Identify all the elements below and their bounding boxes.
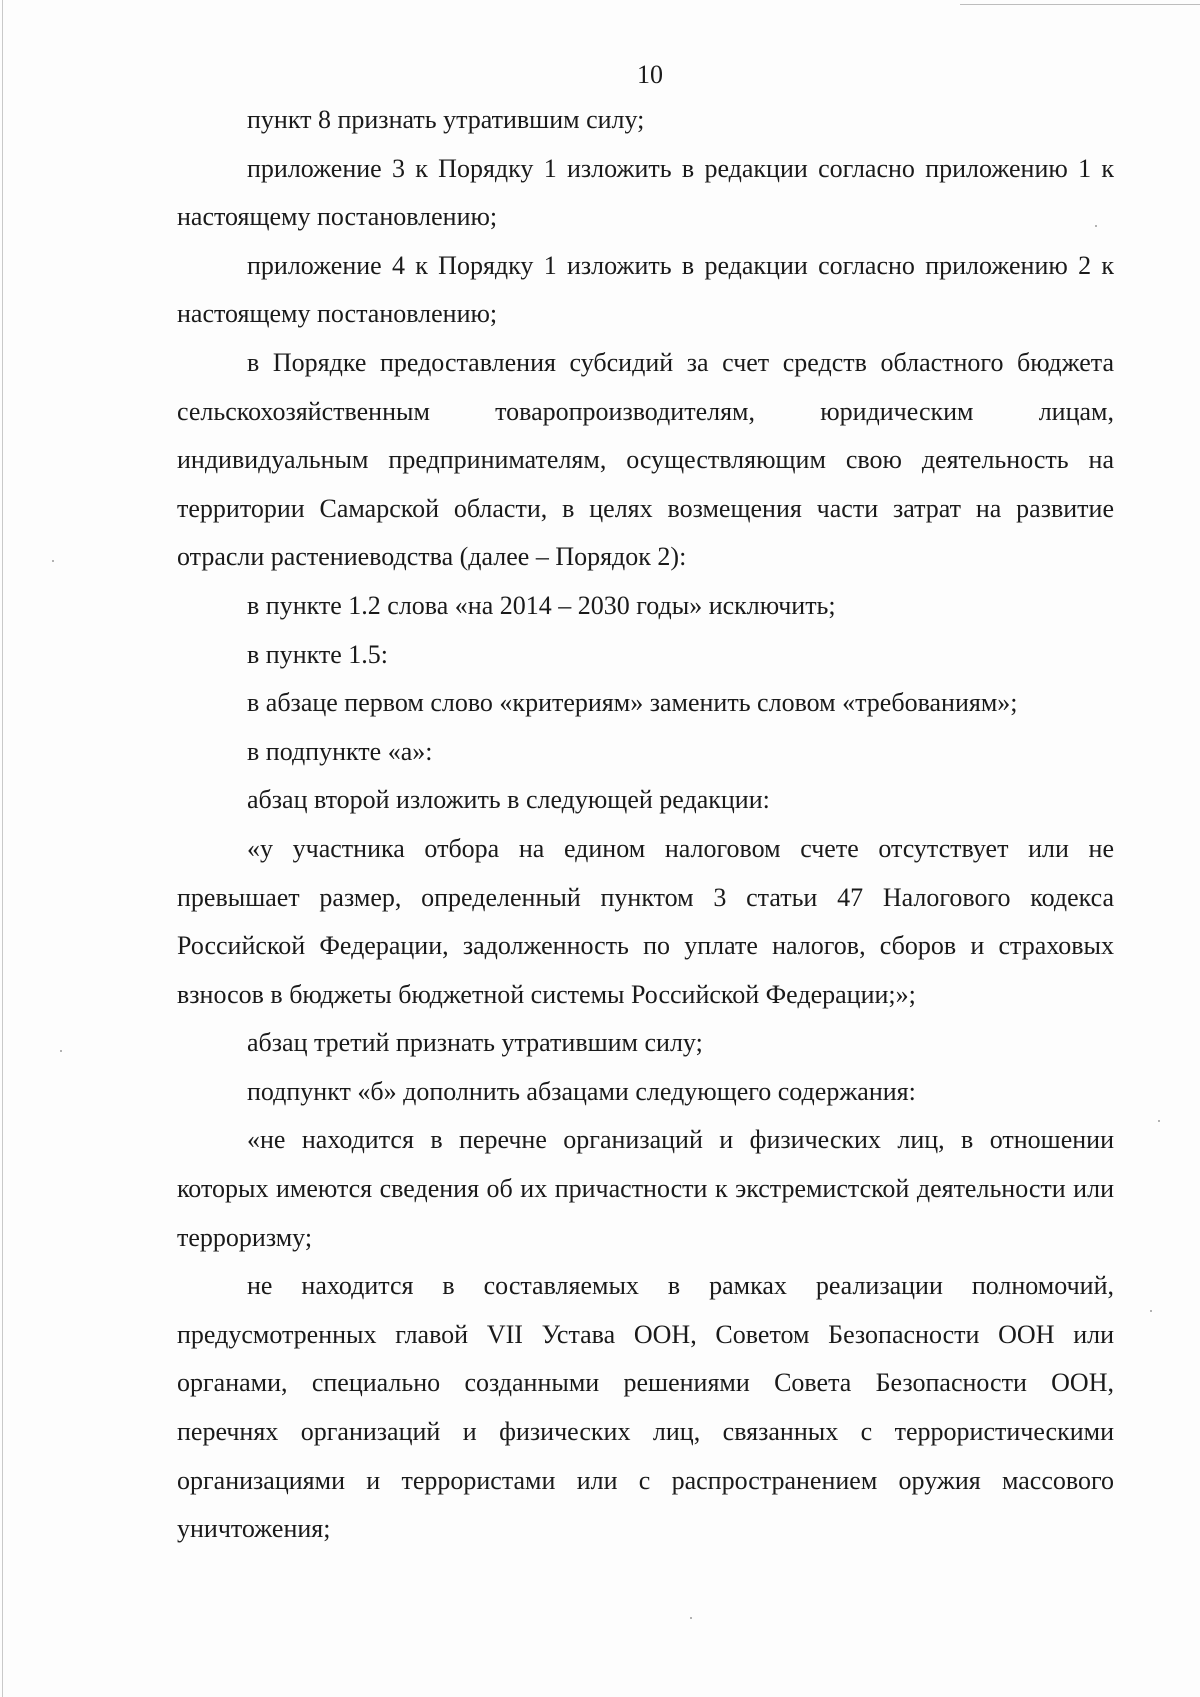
scan-speck xyxy=(1095,225,1097,227)
paragraph-8: в подпункте «а»: xyxy=(247,736,433,766)
scan-speck xyxy=(1158,1120,1160,1122)
paragraph-11: абзац третий признать утратившим силу; xyxy=(247,1028,703,1058)
scan-speck xyxy=(60,1050,62,1052)
paragraph-2: приложение 3 к Порядку 1 изложить в редакции согласно приложению 1 к настоящему постановлению; xyxy=(177,153,1114,232)
paragraph-7: в абзаце первом слово «критериям» заменить словом «требованиям»; xyxy=(247,688,1018,718)
paragraph-6: в пункте 1.5: xyxy=(247,639,389,669)
paragraph-14: не находится в составляемых в рамках реализации полномочий, предусмотренных главой VII Устава ООН, Советом Безопасности ООН или органами, специально созданными решениями Совета Безопасности ООН, перечнях организаций и физических лиц, связанных с террористическими организациями и террористами или с распространением оружия массового уничтожения; xyxy=(177,1271,1114,1544)
paragraph-12: подпункт «б» дополнить абзацами следующего содержания: xyxy=(247,1076,916,1106)
paragraph-1: пункт 8 признать утратившим силу; xyxy=(247,105,645,134)
scan-edge-top xyxy=(960,4,1200,5)
paragraph-5: в пункте 1.2 слова «на 2014 – 2030 годы» исключить; xyxy=(247,590,836,620)
scan-speck xyxy=(52,560,54,562)
paragraph-9: абзац второй изложить в следующей редакции: xyxy=(247,785,770,815)
page-number: 10 xyxy=(637,60,663,89)
scan-speck xyxy=(690,1617,692,1619)
scan-edge-left xyxy=(2,0,3,1697)
document-body xyxy=(177,96,1114,1554)
paragraph-4: в Порядке предоставления субсидий за счет средств областного бюджета сельскохозяйственным товаропроизводителям, юридическим лицам, индивидуальным предпринимателям, осуществляющим свою деятельность на территории Самарской области, в целях возмещения части затрат на развитие отрасли растениеводства (далее – Порядок 2): xyxy=(177,347,1114,572)
scan-speck xyxy=(1150,1310,1152,1312)
paragraph-13: «не находится в перечне организаций и физических лиц, в отношении которых имеются сведения об их причастности к экстремистской деятельности или терроризму; xyxy=(177,1125,1114,1252)
paragraph-3: приложение 4 к Порядку 1 изложить в редакции согласно приложению 2 к настоящему постановлению; xyxy=(177,250,1114,329)
paragraph-10: «у участника отбора на едином налоговом счете отсутствует или не превышает размер, определенный пунктом 3 статьи 47 Налогового кодекса Российской Федерации, задолженность по уплате налогов, сборов и страховых взносов в бюджеты бюджетной системы Российской Федерации;»; xyxy=(177,833,1114,1009)
